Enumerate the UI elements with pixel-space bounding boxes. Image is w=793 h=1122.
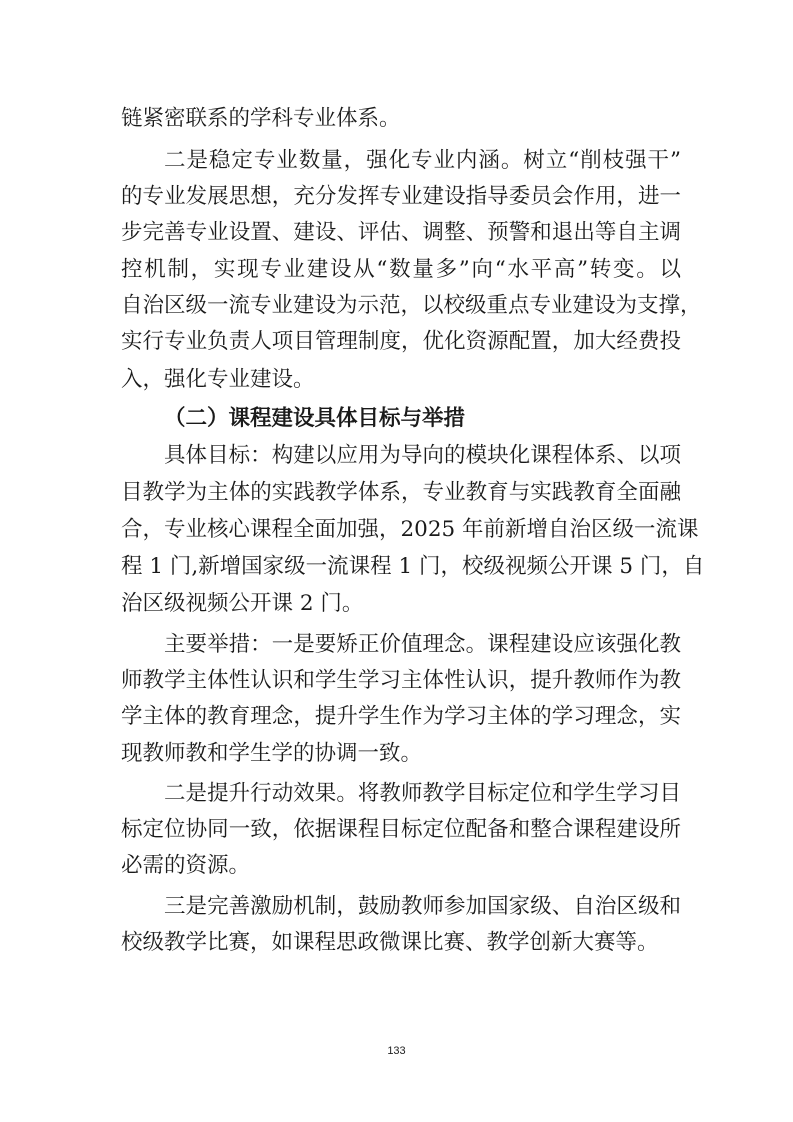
paragraph-line: 入，强化专业建设。 bbox=[121, 367, 315, 392]
paragraph-line: 三是完善激励机制，鼓励教师参加国家级、自治区级和 bbox=[164, 894, 681, 919]
paragraph-line: 实行专业负责人项目管理制度，优化资源配置，加大经费投 bbox=[121, 329, 681, 354]
paragraph-line: 校级教学比赛，如课程思政微课比赛、教学创新大赛等。 bbox=[121, 930, 659, 955]
paragraph-line: 程 1 门,新增国家级一流课程 1 门，校级视频公开课 5 门，自 bbox=[121, 554, 705, 579]
section-heading: （二）课程建设具体目标与举措 bbox=[164, 406, 466, 431]
paragraph-line: 自治区级一流专业建设为示范，以校级重点专业建设为支撑， bbox=[121, 293, 702, 318]
paragraph-line: 的专业发展思想，充分发挥专业建设指导委员会作用，进一 bbox=[121, 184, 681, 209]
paragraph-line: 标定位协同一致，依据课程目标定位配备和整合课程建设所 bbox=[121, 817, 681, 842]
paragraph-line: 学主体的教育理念，提升学生作为学习主体的学习理念，实 bbox=[121, 704, 681, 729]
paragraph-line: 二是提升行动效果。将教师教学目标定位和学生学习目 bbox=[164, 781, 681, 806]
paragraph-line: 链紧密联系的学科专业体系。 bbox=[121, 106, 401, 131]
paragraph-line: 师教学主体性认识和学生学习主体性认识，提升教师作为教 bbox=[121, 668, 681, 693]
page-number: 133 bbox=[387, 1045, 406, 1057]
paragraph-line: 治区级视频公开课 2 门。 bbox=[121, 591, 364, 616]
paragraph-line: 二是稳定专业数量，强化专业内涵。树立“削枝强干” bbox=[164, 148, 681, 173]
paragraph-line: 具体目标：构建以应用为导向的模块化课程体系、以项 bbox=[164, 443, 681, 468]
paragraph-line: 步完善专业设置、建设、评估、调整、预警和退出等自主调 bbox=[121, 220, 681, 245]
paragraph-line: 控机制，实现专业建设从“数量多”向“水平高”转变。以 bbox=[121, 257, 681, 282]
paragraph-line: 现教师教和学生学的协调一致。 bbox=[121, 741, 423, 766]
paragraph-line: 目教学为主体的实践教学体系，专业教育与实践教育全面融 bbox=[121, 480, 681, 505]
paragraph-line: 合，专业核心课程全面加强，2025 年前新增自治区级一流课 bbox=[121, 517, 699, 542]
paragraph-line: 主要举措：一是要矫正价值理念。课程建设应该强化教 bbox=[164, 632, 681, 657]
paragraph-line: 必需的资源。 bbox=[121, 853, 251, 878]
